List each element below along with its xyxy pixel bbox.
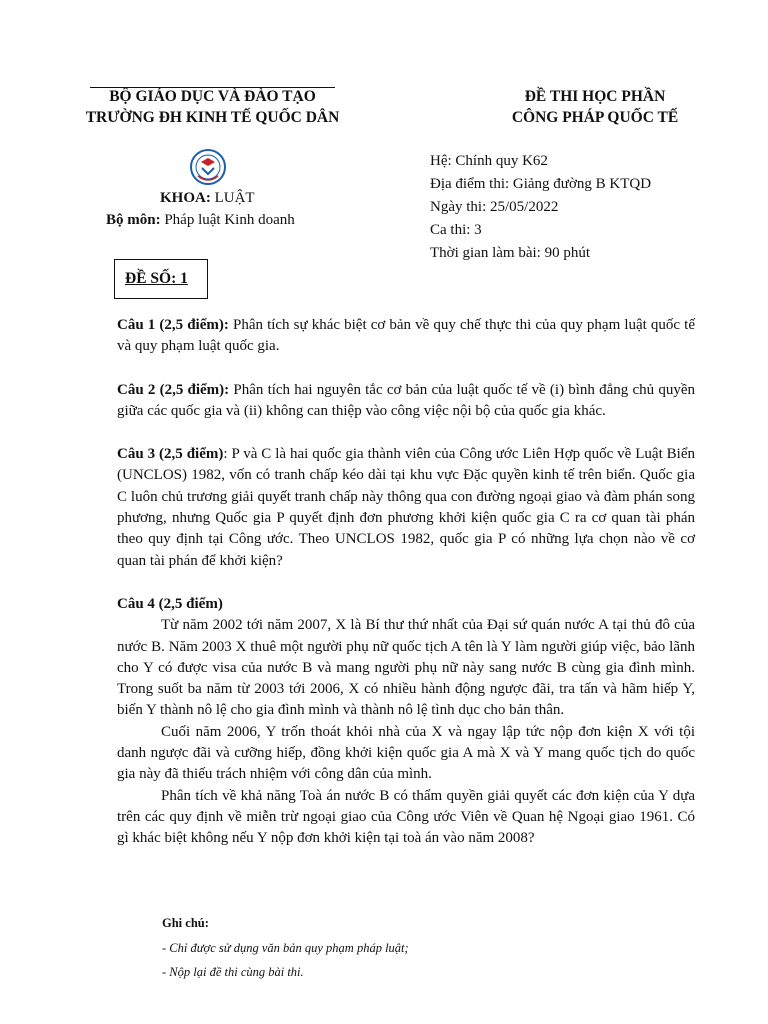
question-text: Phân tích hai nguyên tắc cơ bản của luật quốc tế về (i) bình đẳng chủ quyền giữa các quốc gia và (ii) không can thiệp vào công việc nội bộ của quốc gia khác. — [117, 381, 695, 419]
university-name: TRƯỜNG ĐH KINH TẾ QUỐC DÂN — [85, 109, 340, 126]
notes-title-text: Ghi chú — [162, 916, 205, 930]
faculty-line — [160, 190, 255, 207]
session-line: Ca thi: 3 — [430, 222, 482, 238]
notes-title-colon: : — [204, 916, 209, 930]
ministry-header — [60, 86, 365, 128]
notes-section — [162, 916, 409, 989]
note-item: - Nộp lại đề thi cùng bài thi. — [162, 965, 304, 979]
question-text: Phân tích sự khác biệt cơ bản về quy chế thực thi của quy phạm luật quốc tế và quy phạm luật quốc gia. — [117, 317, 695, 355]
division-value: Pháp luật Kinh doanh — [160, 212, 295, 228]
duration-line: Thời gian làm bài: 90 phút — [430, 245, 590, 261]
question-paragraph: Cuối năm 2006, Y trốn thoát khỏi nhà của X và ngay lập tức nộp đơn kiện X với tội danh ngược đãi và cưỡng hiếp, đồng khởi kiện quốc gia A mà X và Y mang quốc tịch do quốc gia này đã thiếu trách nhiệm với công dân của mình. — [117, 723, 695, 783]
note-item: - Chỉ được sử dụng văn bản quy phạm pháp luật; — [162, 941, 409, 955]
question-4 — [117, 594, 695, 850]
exam-questions — [117, 315, 695, 850]
division-label: Bộ môn: — [106, 212, 161, 228]
exam-info — [430, 150, 651, 265]
question-text: : P và C là hai quốc gia thành viên của Công ước Liên Hợp quốc về Luật Biển (UNCLOS) 1982, vốn có tranh chấp kéo dài tại khu vực Đặc quyền kinh tế trên biển. Quốc gia C luôn chủ trương giải quyết tranh chấp này thông qua con đường ngoại giao và đàm phán song phương, nhưng Quốc gia P quyết định đơn phương khởi kiện quốc gia C ra cơ quan tài phán theo quy định tại Công ước. Theo UNCLOS 1982, quốc gia P có những lựa chọn nào về cơ quan tài phán để khởi kiện? — [117, 446, 696, 569]
question-label: Câu 1 (2,5 điểm): — [117, 317, 229, 333]
location-line: Địa điểm thi: Giảng đường B KTQD — [430, 176, 652, 192]
course-title: CÔNG PHÁP QUỐC TẾ — [511, 109, 679, 126]
header-rule — [90, 87, 335, 88]
question-label: Câu 2 (2,5 điểm): — [117, 381, 230, 398]
question-label: Câu 4 (2,5 điểm) — [117, 595, 223, 612]
question-label: Câu 3 (2,5 điểm) — [117, 446, 224, 463]
question-paragraph: Từ năm 2002 tới năm 2007, X là Bí thư thứ nhất của Đại sứ quán nước A tại thủ đô của nước B. Năm 2003 X thuê một người phụ nữ quốc tịch A tên là Y làm người giúp việc, bảo lãnh cho Y có được visa của nước B và mang người phụ nữ này sang nước B cùng gia đình mình. Trong suốt ba năm từ 2003 tới 2006, X có nhiều hành động ngược đãi, tra tấn và hãm hiếp Y, biến Y thành nô lệ cho gia đình mình và thành nô lệ tình dục cho bản thân. — [117, 617, 695, 719]
question-3 — [117, 444, 695, 572]
date-line: Ngày thi: 25/05/2022 — [430, 199, 559, 215]
faculty-value: LUẬT — [210, 190, 255, 206]
notes-title — [162, 916, 409, 931]
question-2 — [117, 380, 695, 423]
university-seal-icon — [186, 148, 230, 188]
faculty-label: KHOA: — [160, 190, 211, 206]
exam-code: ĐỀ SỐ: 1 — [125, 270, 188, 287]
question-paragraph: Phân tích về khả năng Toà án nước B có thẩm quyền giải quyết các đơn kiện của Y dựa trên các quy định về miễn trừ ngoại giao của Công ước Viên về Quan hệ Ngoại giao 1961. Có gì khác biệt không nếu Y nộp đơn khởi kiện tại toà án vào năm 2008? — [117, 787, 695, 847]
exam-title: ĐỀ THI HỌC PHẦN — [524, 88, 666, 105]
division-line — [106, 212, 295, 229]
question-1 — [117, 315, 695, 358]
exam-title-header — [470, 86, 720, 128]
ministry-name: BỘ GIÁO DỤC VÀ ĐÀO TẠO — [109, 88, 316, 105]
program-line: Hệ: Chính quy K62 — [430, 153, 548, 169]
exam-code-box — [114, 259, 208, 299]
